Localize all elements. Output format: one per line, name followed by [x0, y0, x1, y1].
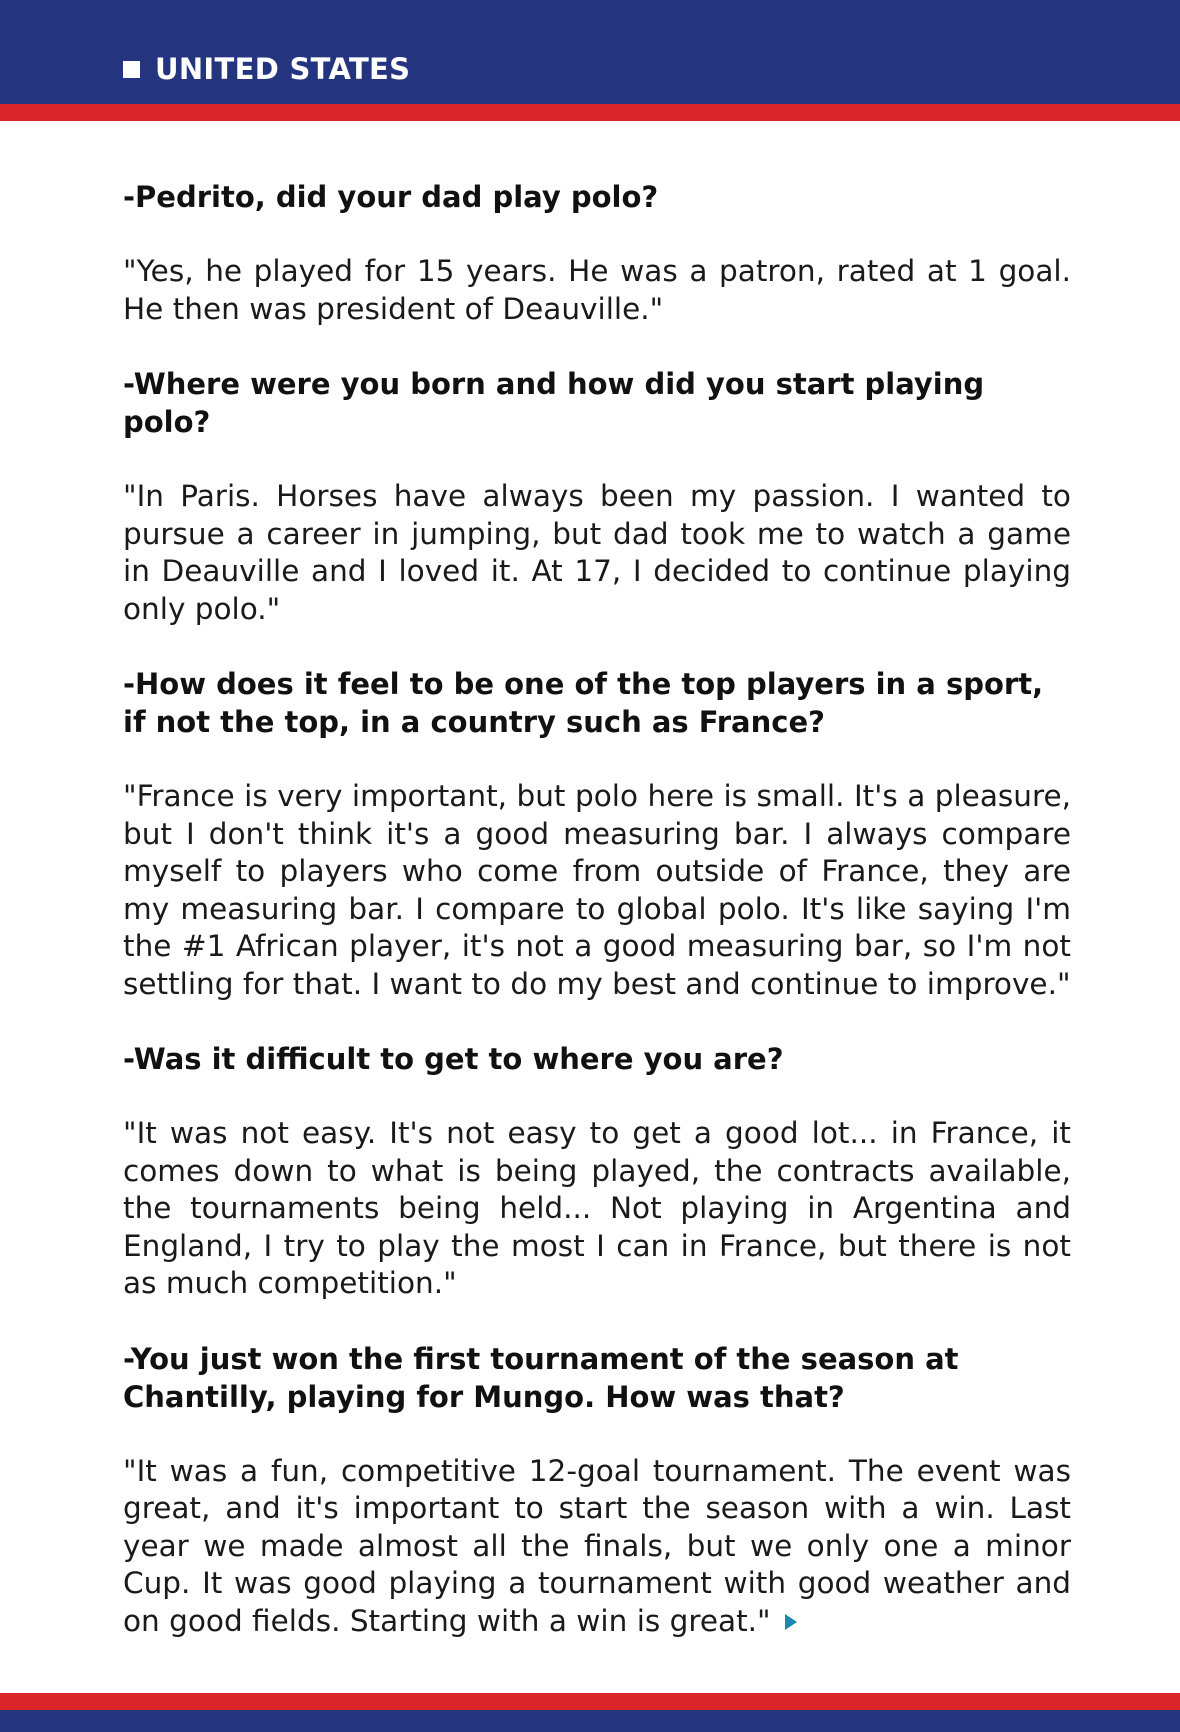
question-4: -Was it difficult to get to where you are?	[123, 1042, 784, 1076]
answer-5	[123, 1453, 1071, 1641]
answer-4: "It was not easy. It's not easy to get a good lot... in France, it comes down to what is being played, the contracts available, the tournaments being held... Not playing in Argentina and England, I try to play the most I can in France, but there is not as much competition."	[123, 1116, 1071, 1300]
triangle-right-icon	[785, 1614, 797, 1630]
answer-5-text: "It was a fun, competitive 12-goal tournament. The event was great, and it's important to start the season with a win. Last year we made almost all the finals, but we only one a minor Cup. It was good playing a tournament with good weather and on good fields. Starting with a win is great."	[123, 1453, 1071, 1638]
footer-band	[0, 1710, 1180, 1732]
header-red-stripe	[0, 104, 1180, 121]
interview-body	[123, 178, 1071, 1677]
answer-1: "Yes, he played for 15 years. He was a patron, rated at 1 goal. He then was president of Deauville."	[123, 254, 1071, 326]
question-5: -You just won the first tournament of the season at Chantilly, playing for Mungo. How was that?	[123, 1341, 959, 1414]
question-3: -How does it feel to be one of the top players in a sport, if not the top, in a country such as France?	[123, 667, 1044, 739]
square-bullet-icon	[123, 61, 140, 78]
question-1: -Pedrito, did your dad play polo?	[123, 180, 659, 214]
section-label: UNITED STATES	[155, 52, 411, 86]
answer-2: "In Paris. Horses have always been my passion. I wanted to pursue a career in jumping, but dad took me to watch a game in Deauville and I loved it. At 17, I decided to continue playing only polo."	[123, 479, 1071, 626]
question-2: -Where were you born and how did you start playing polo?	[123, 367, 985, 439]
footer-red-stripe	[0, 1693, 1180, 1710]
answer-3: "France is very important, but polo here is small. It's a pleasure, but I don't think it's a good measuring bar. I always compare myself to players who come from outside of France, they are my measuring bar. I compare to global polo. It's like saying I'm the #1 African player, it's not a good measuring bar, so I'm not settling for that. I want to do my best and continue to improve."	[123, 779, 1071, 1001]
